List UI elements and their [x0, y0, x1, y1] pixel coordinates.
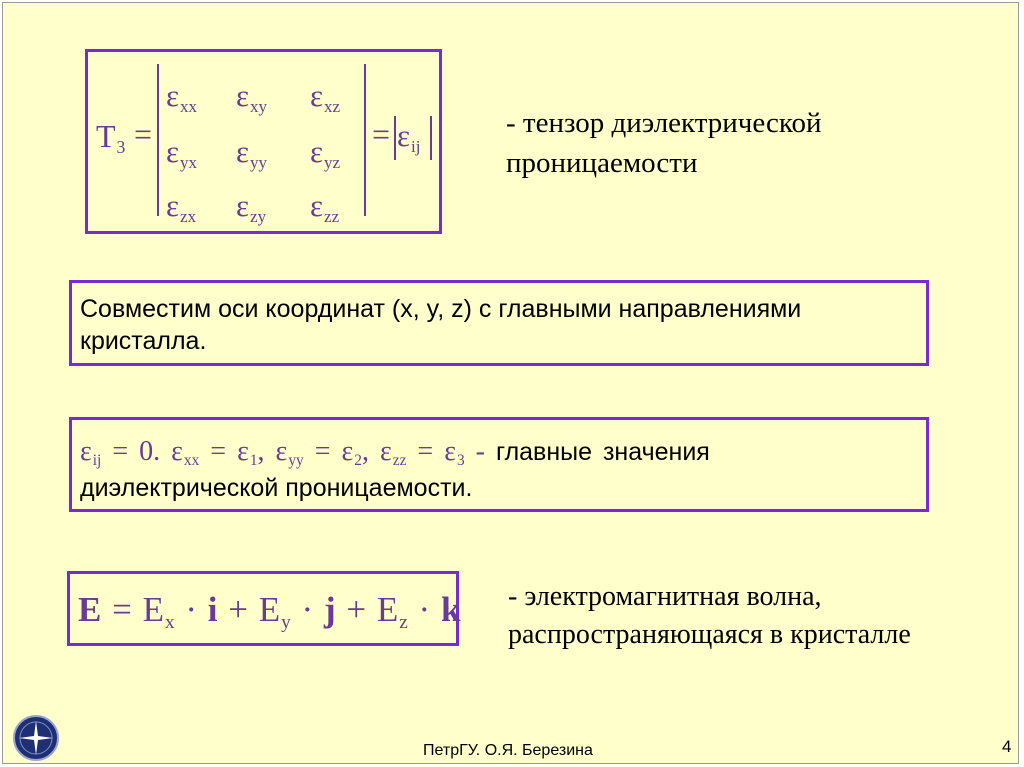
eps-symbol: ε — [166, 78, 180, 113]
sub-1: 1 — [249, 452, 258, 470]
unit-k: k — [440, 590, 461, 629]
eps-symbol: ε — [166, 134, 180, 169]
matrix-right-bar — [364, 64, 366, 216]
equals: = — [417, 436, 434, 467]
wave-description — [508, 578, 911, 654]
university-logo-icon — [13, 715, 59, 761]
dash: - — [475, 436, 485, 467]
sub-2: 2 — [354, 452, 362, 470]
principal-values-line2: диэлектрической проницаемости. — [80, 474, 473, 502]
sub-x: x — [165, 611, 175, 633]
plus: + — [228, 590, 249, 629]
matrix-subscript: zy — [250, 206, 267, 226]
matrix-subscript: xz — [324, 96, 341, 116]
E-component: E — [376, 590, 399, 629]
eps: ε — [237, 436, 249, 467]
eps: ε — [341, 436, 354, 467]
page-number: 4 — [1002, 737, 1012, 756]
sub-yy: yy — [288, 452, 304, 470]
matrix-subscript: xx — [180, 96, 198, 116]
eps-symbol: ε — [310, 134, 324, 169]
matrix-element-0-1 — [236, 78, 267, 114]
eps-ij-sub: ij — [411, 136, 421, 156]
sub-3: 3 — [456, 452, 465, 470]
comma: , — [257, 436, 265, 467]
eps-symbol: ε — [236, 134, 250, 169]
principal-values-tail: главные значения — [496, 438, 710, 466]
axes-statement-box — [69, 280, 929, 366]
tensor-sub: 3 — [116, 137, 126, 158]
principal-values-line1 — [80, 436, 710, 468]
matrix-element-2-2 — [310, 188, 339, 224]
axes-statement-line1: Совместим оси координат (x, y, z) с главными направлениями — [80, 295, 802, 323]
matrix-element-0-0 — [166, 78, 197, 114]
eps-symbol: ε — [166, 188, 180, 223]
axes-statement-line2: кристалла. — [80, 327, 207, 355]
matrix-subscript: yx — [180, 152, 198, 172]
matrix-subscript: zx — [180, 206, 197, 226]
equals-sign-1: = — [134, 116, 153, 152]
comma: , — [361, 436, 369, 467]
wave-equation-box — [67, 571, 459, 646]
eps: ε — [80, 436, 92, 467]
tensor-description-line2: проницаемости — [506, 147, 698, 179]
sub-y: y — [281, 611, 291, 633]
dot: · — [301, 590, 314, 629]
principal-values-box — [69, 417, 929, 512]
wave-description-line2: распространяющаяся в кристалле — [508, 619, 911, 650]
E-component: E — [142, 590, 164, 629]
matrix-element-1-1 — [236, 134, 267, 170]
unit-i: i — [207, 590, 218, 629]
tensor-symbol — [96, 118, 126, 158]
abs-right-bar — [430, 116, 432, 160]
vector-E: E — [78, 590, 102, 629]
matrix-element-1-2 — [310, 134, 340, 170]
equals: = — [314, 436, 331, 467]
matrix-element-2-1 — [236, 188, 266, 224]
eps: ε — [171, 436, 183, 467]
matrix-subscript: xy — [250, 96, 268, 116]
equals: = — [210, 436, 227, 467]
dot: · — [185, 590, 198, 629]
slide — [2, 2, 1019, 764]
tensor-T: T — [96, 118, 116, 154]
sub-z: z — [399, 611, 408, 633]
equals-sign-2: = — [372, 116, 391, 152]
plus: + — [346, 590, 367, 629]
sub-ij: ij — [92, 452, 102, 470]
sub-xx: xx — [183, 452, 200, 470]
footer-author: ПетрГУ. О.Я. Березина — [423, 742, 593, 759]
tensor-formula-box — [85, 49, 442, 234]
sub-zz: zz — [392, 452, 407, 470]
tensor-description — [506, 103, 822, 183]
eps-ij — [397, 118, 421, 154]
wave-description-line1: - электромагнитная волна, — [508, 581, 822, 612]
eps-symbol: ε — [236, 78, 250, 113]
unit-j: j — [323, 590, 336, 629]
E-component: E — [258, 590, 281, 629]
eps: ε — [275, 436, 288, 467]
matrix-subscript: yz — [324, 152, 341, 172]
eps: ε — [379, 436, 392, 467]
dot: · — [418, 590, 431, 629]
tensor-description-line1: - тензор диэлектрической — [506, 107, 822, 139]
matrix-subscript: yy — [250, 152, 268, 172]
matrix-left-bar — [157, 64, 159, 216]
matrix-element-1-0 — [166, 134, 197, 170]
matrix-element-2-0 — [166, 188, 196, 224]
abs-left-bar — [394, 116, 396, 160]
wave-equation — [78, 590, 461, 633]
matrix-subscript: zz — [324, 206, 340, 226]
equals-zero: = 0. — [112, 436, 161, 467]
eps-symbol: ε — [397, 118, 411, 153]
matrix-element-0-2 — [310, 78, 340, 114]
eps-symbol: ε — [310, 188, 324, 223]
equals: = — [112, 590, 132, 629]
eps-symbol: ε — [236, 188, 250, 223]
eps: ε — [444, 436, 456, 467]
eps-symbol: ε — [310, 78, 324, 113]
